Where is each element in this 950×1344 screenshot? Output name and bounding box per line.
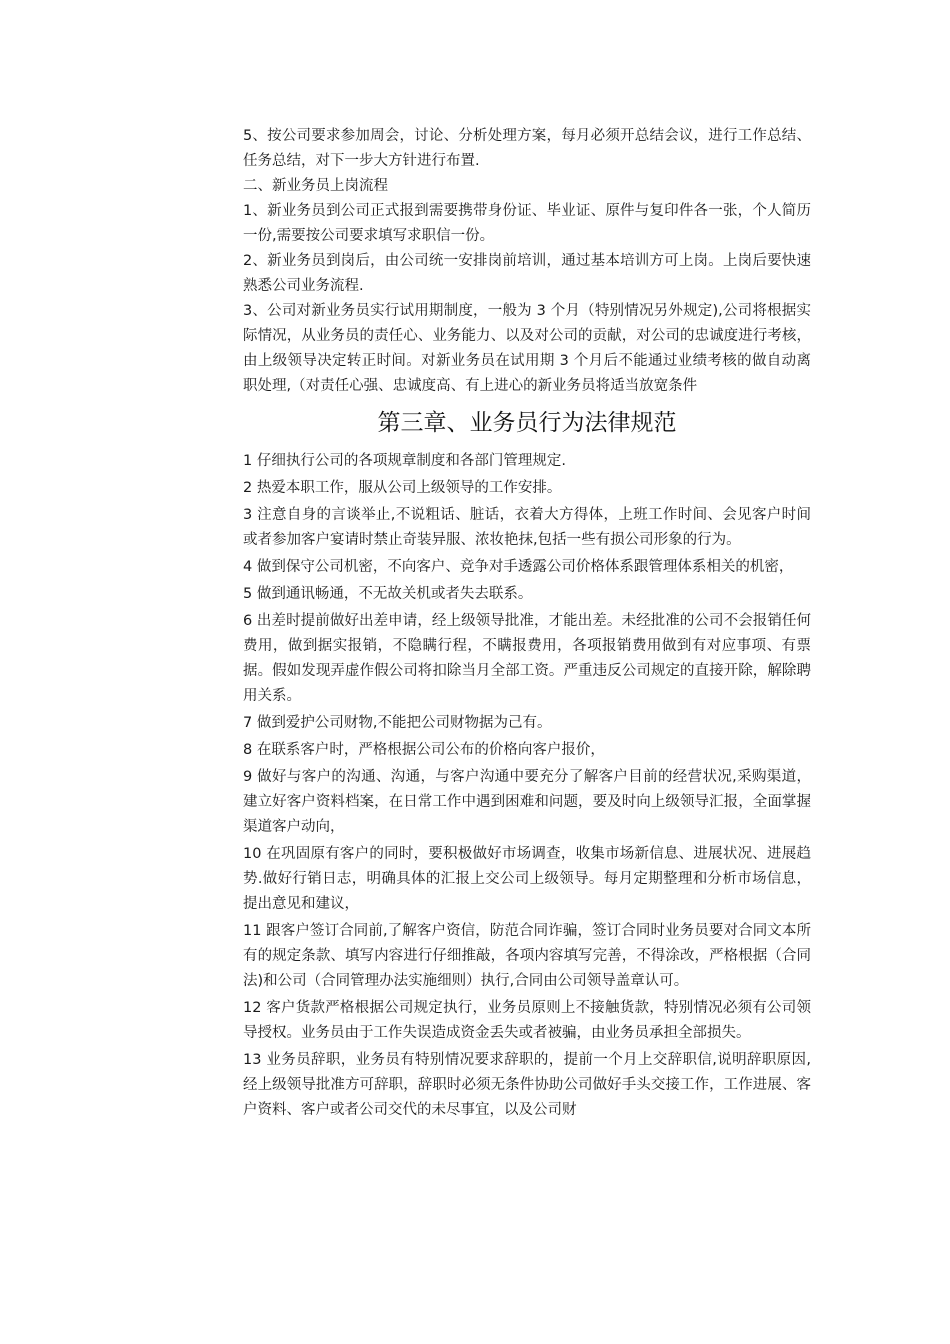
- rule-12: 12 客户货款严格根据公司规定执行，业务员原则上不接触货款，特别情况必须有公司领导授权。业务员由于工作失误造成资金丢失或者被骗，由业务员承担全部损失。: [243, 1000, 811, 1041]
- section-heading-new-staff-process: 二、新业务员上岗流程: [243, 178, 388, 194]
- rule-9: 9 做好与客户的沟通、沟通，与客户沟通中要充分了解客户目前的经营状况,采购渠道，建立好客户资料档案，在日常工作中遇到困难和问题，要及时向上级领导汇报，全面掌握渠道客户动向，: [243, 769, 811, 835]
- process-step-3: 3、公司对新业务员实行试用期制度，一般为 3 个月（特别情况另外规定),公司将根据实际情况，从业务员的责任心、业务能力、以及对公司的贡献，对公司的忠诚度进行考核，由上级领导决定转正时间。对新业务员在试用期 3 个月后不能通过业绩考核的做自动离职处理,（对责任心强、忠诚度高、有上进心的新业务员将适当放宽条件: [243, 303, 811, 394]
- rule-11: 11 跟客户签订合同前,了解客户资信，防范合同诈骗，签订合同时业务员要对合同文本所有的规定条款、填写内容进行仔细推敲，各项内容填写完善，不得涂改，严格根据（合同法)和公司（合同管理办法实施细则）执行,合同由公司领导盖章认可。: [243, 923, 811, 989]
- document-body: [243, 124, 811, 1123]
- rule-2: 2 热爱本职工作，服从公司上级领导的工作安排。: [243, 480, 562, 496]
- rule-5: 5 做到通讯畅通，不无故关机或者失去联系。: [243, 586, 533, 602]
- rule-1: 1 仔细执行公司的各项规章制度和各部门管理规定.: [243, 453, 566, 469]
- rule-8: 8 在联系客户时，严格根据公司公布的价格向客户报价，: [243, 742, 605, 758]
- rule-4: 4 做到保守公司机密，不向客户、竞争对手透露公司价格体系跟管理体系相关的机密，: [243, 559, 794, 575]
- chapter-title: 第三章、业务员行为法律规范: [377, 410, 677, 436]
- rule-3: 3 注意自身的言谈举止,不说粗话、脏话，衣着大方得体，上班工作时间、会见客户时间或者参加客户宴请时禁止奇装异服、浓妆艳抹,包括一些有损公司形象的行为。: [243, 507, 811, 548]
- rule-7: 7 做到爱护公司财物,不能把公司财物据为己有。: [243, 715, 552, 731]
- rule-10: 10 在巩固原有客户的同时，要积极做好市场调查，收集市场新信息、进展状况、进展趋势.做好行销日志，明确具体的汇报上交公司上级领导。每月定期整理和分析市场信息，提出意见和建议，: [243, 846, 811, 912]
- rule-13: 13 业务员辞职，业务员有特别情况要求辞职的，提前一个月上交辞职信,说明辞职原因,经上级领导批准方可辞职，辞职时必须无条件协助公司做好手头交接工作，工作进展、客户资料、客户或者公司交代的未尽事宜，以及公司财: [243, 1052, 811, 1118]
- process-step-1: 1、新业务员到公司正式报到需要携带身份证、毕业证、原件与复印件各一张，个人简历一份,需要按公司要求填写求职信一份。: [243, 203, 811, 244]
- rule-6: 6 出差时提前做好出差申请，经上级领导批准，才能出差。未经批准的公司不会报销任何费用，做到据实报销，不隐瞒行程，不瞒报费用，各项报销费用做到有对应事项、有票据。假如发现弄虚作假公司将扣除当月全部工资。严重违反公司规定的直接开除，解除聘用关系。: [243, 613, 811, 704]
- intro-paragraph-5: 5、按公司要求参加周会，讨论、分析处理方案，每月必须开总结会议，进行工作总结、任务总结，对下一步大方针进行布置.: [243, 128, 811, 169]
- process-step-2: 2、新业务员到岗后，由公司统一安排岗前培训，通过基本培训方可上岗。上岗后要快速熟悉公司业务流程.: [243, 253, 811, 294]
